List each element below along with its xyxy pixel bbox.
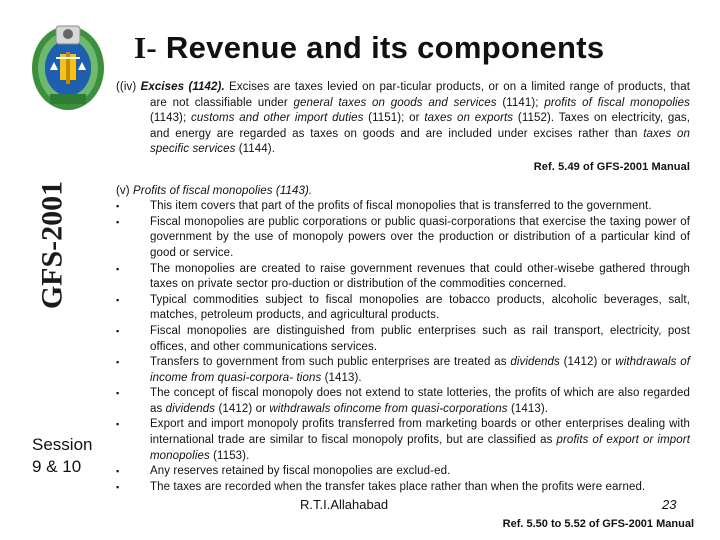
reference-note: Ref. 5.49 of GFS-2001 Manual [533, 160, 690, 173]
content-body [116, 80, 690, 495]
list-item: ▪ Typical commodities subject to fiscal monopolies are tobacco products, alcoholic beverages, salt, matches, petroleum products, and agricultural products. [116, 293, 690, 322]
list-item: ▪ The monopolies are created to raise government revenues that could other-wisebe gathered through taxes on private sector pro-duction or distribution of the commodities concerned. [116, 262, 690, 291]
bullet-icon: ▪ [116, 201, 120, 212]
vertical-label [22, 150, 82, 340]
list-item: ▪ Transfers to government from such public enterprises are treated as dividends (1412) or withdrawals of income from quasi-corpora- tions (1413). [116, 356, 690, 384]
section-heading: (v) Profits of fiscal monopolies (1143). [116, 184, 313, 197]
title-text: Revenue and its components [165, 30, 605, 65]
bullet-list [116, 199, 690, 495]
section-fiscal-monopolies [116, 184, 690, 496]
emblem-logo-icon [26, 14, 110, 114]
footer-institute: R.T.I.Allahabad [300, 497, 389, 512]
bullet-icon: ▪ [116, 294, 120, 305]
bullet-icon: ▪ [116, 357, 120, 368]
bullet-icon: ▪ [116, 466, 120, 477]
bullet-icon: ▪ [116, 263, 120, 274]
list-item: ▪ The taxes are recorded when the transfer takes place rather than when the profits were earned. [116, 480, 690, 496]
list-item: ▪ Any reserves retained by fiscal monopolies are exclud-ed. [116, 464, 690, 480]
list-item: ▪ The concept of fiscal monopoly does not extend to state lotteries, the profits of which are also regarded as dividends (1412) or withdrawals ofincome from quasi-corporations (1413). [116, 387, 690, 415]
title-numeral: I- [134, 30, 157, 65]
bullet-icon: ▪ [116, 481, 120, 492]
bullet-icon: ▪ [116, 388, 120, 399]
list-item: ▪ Fiscal monopolies are distinguished from public enterprises such as rail transport, electricity, post offices, and other communications services. [116, 324, 690, 353]
reference-note-bottom: Ref. 5.50 to 5.52 of GFS-2001 Manual [502, 518, 694, 530]
bullet-icon: ▪ [116, 325, 120, 336]
svg-text:GFS-2001: GFS-2001 [35, 180, 69, 310]
list-item: ▪ Fiscal monopolies are public corporations or public quasi-corporations that exercise the taxing power of government by the use of monopoly powers over the production or distribution of a particular kind of good or service. [116, 215, 690, 259]
list-item: ▪ Export and import monopoly profits transferred from marketing boards or other enterprises dealing with international trade are similar to fiscal monopoly profits, but are classified as profits of export or import monopolies (1153). [116, 418, 690, 462]
list-item: ▪ This item covers that part of the profits of fiscal monopolies that is transferred to the government. [116, 199, 690, 215]
session-label: Session 9 & 10 [32, 435, 93, 476]
page-number: 23 [662, 497, 677, 512]
bullet-icon: ▪ [116, 419, 120, 430]
page-title [134, 30, 604, 66]
bullet-icon: ▪ [116, 216, 120, 227]
paragraph-excises: ((iv) Excises (1142). Excises are taxes levied on par-ticular products, or on a limited range of products, that are not classifiable under general taxes on goods and services (1141); profits of fiscal monopolies (1143); customs and other import duties (1151); or taxes on exports (1152). Taxes on electricity, gas, and energy are regarded as taxes on goods and are included under excises rather than taxes on specific services (1144). [116, 81, 690, 156]
